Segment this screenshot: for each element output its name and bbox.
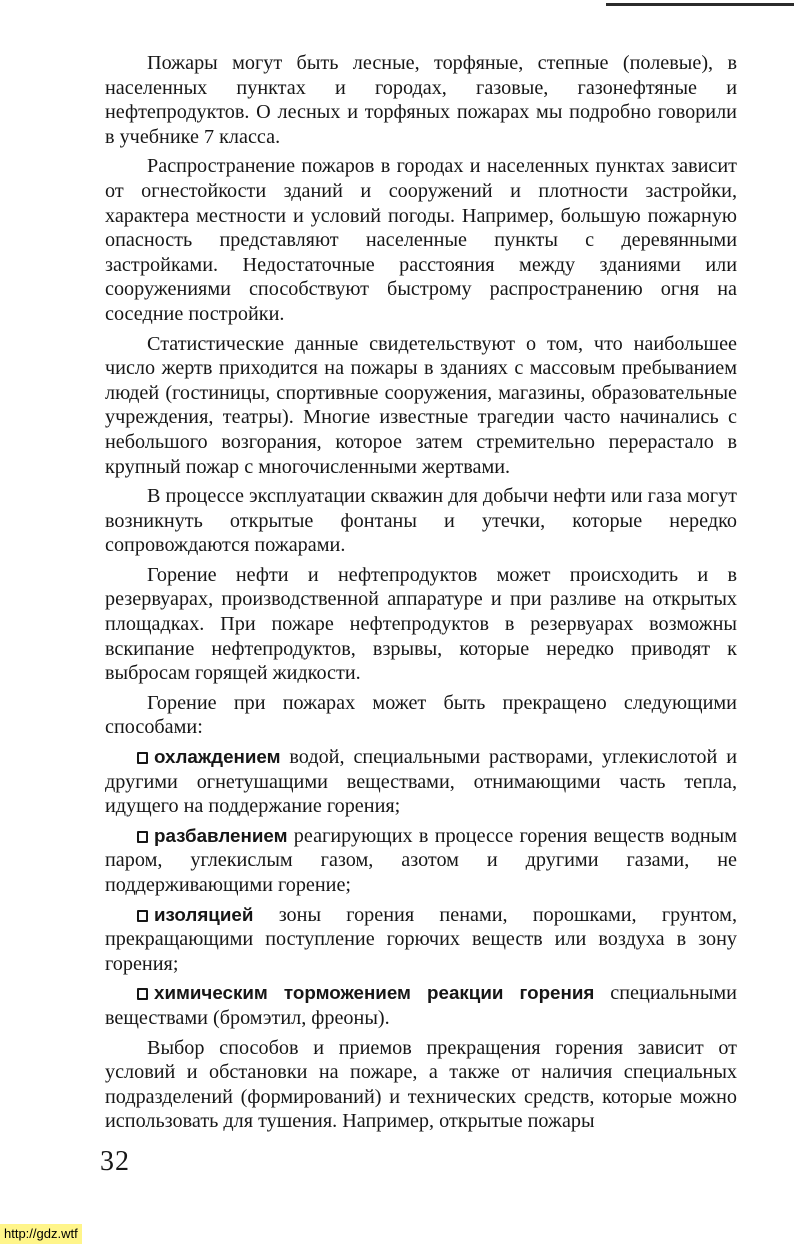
paragraph-oil-burning: Горение нефти и нефтепродуктов может происходить и в резервуарах, производственной аппаратуре и при разливе на открытых площадках. При пожаре нефтепродуктов в резервуарах возможны вскипание нефтепродуктов, взрывы, которые нередко приводят к выбросам горящей жидкости. (105, 563, 737, 685)
paragraph-fire-types: Пожары могут быть лесные, торфяные, степные (полевые), в населенных пунктах и городах, газовые, газонефтяные и нефтепродуктов. О лесных и торфяных пожарах мы подробно говорили в учебнике 7 класса. (105, 52, 737, 148)
method-term: изоляцией (154, 903, 254, 925)
method-description: специальными веществами (бромэтил, фреоны). (105, 982, 737, 1029)
checkbox-bullet-icon (137, 988, 148, 1000)
page-body (105, 51, 737, 1139)
method-term: разбавлением (154, 824, 288, 846)
checkbox-bullet-icon (137, 910, 148, 922)
watermark-link[interactable]: http://gdz.wtf (0, 1224, 82, 1244)
scan-border-line (606, 3, 794, 6)
method-term: химическим торможением реакции горения (154, 982, 595, 1004)
method-item-dilution (105, 824, 737, 898)
method-term: охлаждением (154, 746, 281, 768)
method-description: реагирующих в процессе горения веществ водным паром, углекислым газом, азотом и другими газами, не поддерживающими горение; (105, 824, 737, 896)
paragraph-wells: В процессе эксплуатации скважин для добычи нефти или газа могут возникнуть открытые фонтаны и утечки, которые нередко сопровождаются пожарами. (105, 485, 737, 557)
paragraph-choice-of-methods: Выбор способов и приемов прекращения горения зависит от условий и обстановки на пожаре, а также от наличия специальных подразделений (формирований) и технических средств, которые можно использовать для тушения. Например, открытые пожары (105, 1036, 737, 1133)
page-number: 32 (100, 1146, 130, 1177)
method-description: зоны горения пенами, порошками, грунтом, прекращающими поступление горючих веществ или воздуха в зону горения; (105, 903, 737, 975)
paragraph-methods-intro: Горение при пожарах может быть прекращено следующими способами: (105, 691, 737, 739)
method-item-isolation (105, 903, 737, 977)
method-description: водой, специальными растворами, углекислотой и другими огнетушащими веществами, отнимающими часть тепла, идущего на поддержание горения; (105, 746, 737, 818)
method-item-cooling (105, 745, 737, 819)
method-item-chemical-inhibition (105, 981, 737, 1030)
checkbox-bullet-icon (137, 831, 148, 843)
checkbox-bullet-icon (137, 752, 148, 764)
paragraph-fire-spread: Распространение пожаров в городах и населенных пунктах зависит от огнестойкости зданий и сооружений и плотности застройки, характера местности и условий погоды. Например, большую пожарную опасность представляют населенные пункты с деревянными застройками. Недостаточные расстояния между зданиями или сооружениями способствуют быстрому распространению огня на соседние постройки. (105, 155, 737, 325)
paragraph-statistics: Статистические данные свидетельствуют о том, что наибольшее число жертв приходится на пожары в зданиях с массовым пребыванием людей (гостиницы, спортивные сооружения, магазины, образовательные учреждения, театры). Многие известные трагедии часто начинались с небольшого возгорания, которое затем стремительно перерастало в крупный пожар с многочисленными жертвами. (105, 332, 737, 478)
